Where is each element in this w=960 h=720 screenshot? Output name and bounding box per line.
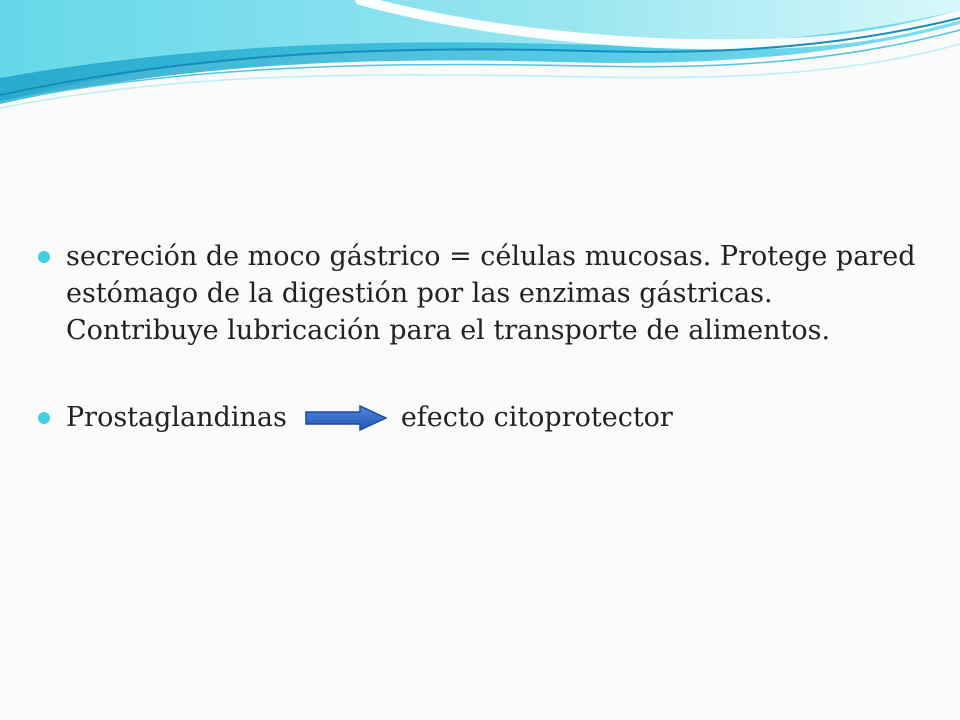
bullet-dot-icon [38, 251, 50, 263]
bullet-list [38, 238, 918, 436]
bullet-item-prostaglandins [38, 399, 918, 436]
bullet-text-effect: efecto citoprotector [400, 402, 673, 433]
bullet-text-mucus: secreción de moco gástrico = células mucosas. Protege pared estómago de la digestión por las enzimas gástricas. Contribuye lubricación para el transporte de alimentos. [66, 241, 916, 346]
right-arrow-icon [305, 405, 387, 431]
bullet-text-prostaglandins: Prostaglandinas [66, 402, 287, 433]
bullet-dot-icon [38, 412, 50, 424]
bullet-item-mucus [38, 238, 918, 349]
header-wave-decoration [0, 0, 960, 120]
